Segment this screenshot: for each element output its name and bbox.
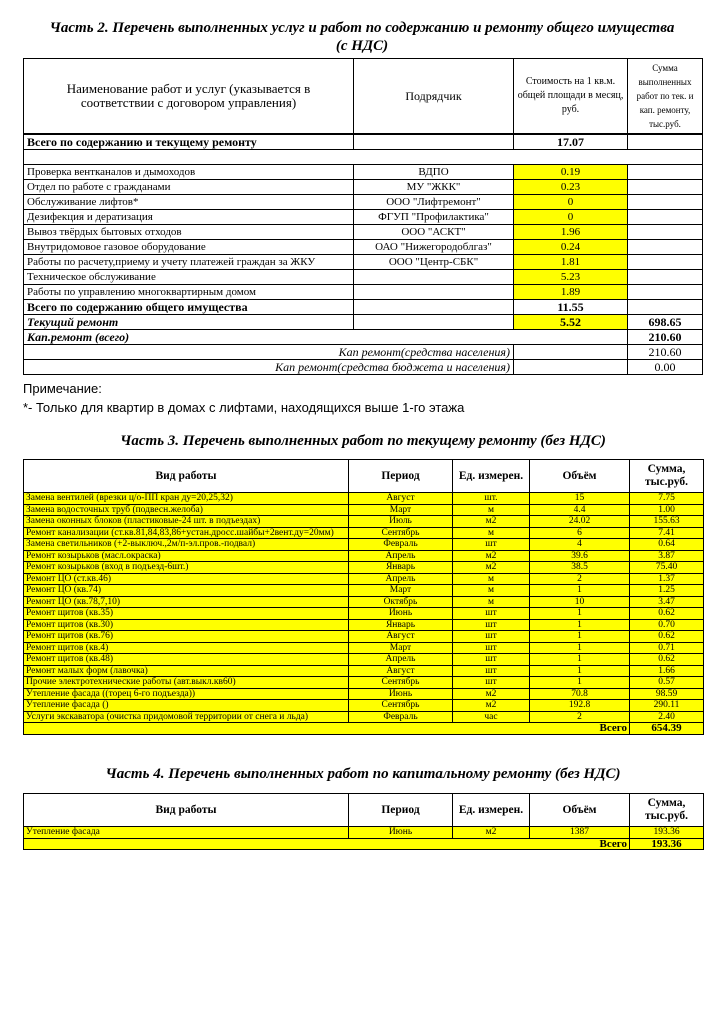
cell-period: Апрель bbox=[349, 550, 453, 562]
service-cost: 0 bbox=[514, 210, 628, 225]
service-cost: 1.89 bbox=[514, 285, 628, 300]
table-row bbox=[24, 631, 704, 643]
table-row bbox=[24, 608, 704, 620]
cell-unit: шт bbox=[453, 619, 530, 631]
total-maintenance-cost: 17.07 bbox=[514, 134, 628, 150]
cell-volume: 1 bbox=[530, 677, 630, 689]
table-row bbox=[24, 516, 704, 528]
table-row bbox=[24, 550, 704, 562]
part4-total-row bbox=[24, 838, 704, 850]
cell-work: Замена светильников (+2-выключ.,2м/п-эл.пров.-подвал) bbox=[24, 539, 349, 551]
cell-sum: 98.59 bbox=[630, 688, 704, 700]
cell-unit: шт bbox=[453, 608, 530, 620]
table-row bbox=[24, 562, 704, 574]
empty-cell bbox=[354, 315, 514, 330]
cell-volume: 39.6 bbox=[530, 550, 630, 562]
part2-service-rows bbox=[24, 165, 703, 300]
table-row bbox=[24, 573, 704, 585]
cell-unit: шт bbox=[453, 631, 530, 643]
table-row bbox=[24, 700, 704, 712]
cell-volume: 10 bbox=[530, 596, 630, 608]
service-row bbox=[24, 165, 703, 180]
cell-sum: 1.66 bbox=[630, 665, 704, 677]
part3-rows bbox=[24, 493, 704, 723]
cell-volume: 4.4 bbox=[530, 504, 630, 516]
cell-volume: 1 bbox=[530, 585, 630, 597]
cell-work: Ремонт канализации (ст.кв.81,84,83,86+устан.дросс.шайбы+2вент.ду=20мм) bbox=[24, 527, 349, 539]
cap-repair-label: Кап.ремонт (всего) bbox=[24, 330, 628, 345]
spacer-cell bbox=[24, 150, 703, 165]
empty-cell bbox=[628, 225, 703, 240]
header-contractor: Подрядчик bbox=[354, 59, 514, 135]
cell-period: Июнь bbox=[349, 608, 453, 620]
part3-header-unit: Ед. измерен. bbox=[453, 460, 530, 493]
part4-header-row bbox=[24, 794, 704, 827]
cell-work: Замена оконных блоков (пластиковые-24 шт. в подъездах) bbox=[24, 516, 349, 528]
cell-period: Июнь bbox=[349, 688, 453, 700]
cell-work: Ремонт ЦО (ст.кв.46) bbox=[24, 573, 349, 585]
cell-work: Ремонт щитов (кв.35) bbox=[24, 608, 349, 620]
cell-sum: 155.63 bbox=[630, 516, 704, 528]
cell-period: Февраль bbox=[349, 711, 453, 723]
cap-residents-sum: 210.60 bbox=[628, 345, 703, 360]
cap-budget-label: Кап ремонт(средства бюджета и населения) bbox=[24, 360, 514, 375]
cell-volume: 2 bbox=[530, 711, 630, 723]
header-name: Наименование работ и услуг (указывается в соответствии с договором управления) bbox=[24, 59, 354, 135]
header-sum: Сумма выполненных работ по тек. и кап. ремонту, тыс.руб. bbox=[628, 59, 703, 135]
cell-volume: 1 bbox=[530, 631, 630, 643]
service-cost: 0.23 bbox=[514, 180, 628, 195]
part3-header-work: Вид работы bbox=[24, 460, 349, 493]
service-cost: 5.23 bbox=[514, 270, 628, 285]
empty-cell bbox=[628, 240, 703, 255]
cell-sum: 1.00 bbox=[630, 504, 704, 516]
cell-volume: 1 bbox=[530, 608, 630, 620]
part3-total-sum: 654.39 bbox=[630, 723, 704, 735]
cell-sum: 75.40 bbox=[630, 562, 704, 574]
cap-budget-sum: 0.00 bbox=[628, 360, 703, 375]
service-name: Отдел по работе с гражданами bbox=[24, 180, 354, 195]
cell-period: Октябрь bbox=[349, 596, 453, 608]
service-cost: 1.81 bbox=[514, 255, 628, 270]
cell-volume: 1 bbox=[530, 665, 630, 677]
cell-unit: м bbox=[453, 504, 530, 516]
cell-work: Ремонт ЦО (кв.74) bbox=[24, 585, 349, 597]
cell-volume: 24.02 bbox=[530, 516, 630, 528]
service-contractor: МУ "ЖКК" bbox=[354, 180, 514, 195]
cell-sum: 0.62 bbox=[630, 608, 704, 620]
part3-header-period: Период bbox=[349, 460, 453, 493]
service-row bbox=[24, 240, 703, 255]
service-row bbox=[24, 225, 703, 240]
cell-sum: 1.25 bbox=[630, 585, 704, 597]
total-common-row bbox=[24, 300, 703, 315]
part3-header-sum: Сумма, тыс.руб. bbox=[630, 460, 704, 493]
cell-sum: 0.64 bbox=[630, 539, 704, 551]
part3-title: Часть 3. Перечень выполненных работ по текущему ремонту (без НДС) bbox=[120, 433, 606, 449]
cell-period: Сентябрь bbox=[349, 677, 453, 689]
cell-volume: 1 bbox=[530, 654, 630, 666]
part3-table bbox=[23, 459, 704, 735]
cell-work: Ремонт козырьков (масл.окраска) bbox=[24, 550, 349, 562]
cell-volume: 2 bbox=[530, 573, 630, 585]
service-contractor: ВДПО bbox=[354, 165, 514, 180]
table-row bbox=[24, 827, 704, 839]
part3-header-row bbox=[24, 460, 704, 493]
cell-sum: 0.62 bbox=[630, 631, 704, 643]
part4-rows bbox=[24, 827, 704, 839]
service-row bbox=[24, 180, 703, 195]
part3-total-label: Всего bbox=[24, 723, 630, 735]
table-row bbox=[24, 654, 704, 666]
cell-volume: 1 bbox=[530, 619, 630, 631]
cell-period: Март bbox=[349, 585, 453, 597]
current-repair-row bbox=[24, 315, 703, 330]
service-row bbox=[24, 210, 703, 225]
cap-repair-sum: 210.60 bbox=[628, 330, 703, 345]
empty-cell bbox=[628, 165, 703, 180]
empty-cell bbox=[628, 180, 703, 195]
cell-unit: м2 bbox=[453, 516, 530, 528]
cell-unit: м bbox=[453, 596, 530, 608]
service-name: Внутридомовое газовое оборудование bbox=[24, 240, 354, 255]
empty-cell bbox=[628, 134, 703, 150]
part2-title-line1: Часть 2. Перечень выполненных услуг и работ по содержанию и ремонту общего имущества bbox=[49, 20, 675, 36]
cell-period: Июль bbox=[349, 516, 453, 528]
current-repair-cost: 5.52 bbox=[514, 315, 628, 330]
table-row bbox=[24, 539, 704, 551]
cell-sum: 290.11 bbox=[630, 700, 704, 712]
cell-volume: 70.8 bbox=[530, 688, 630, 700]
service-contractor: ОАО "Нижегородоблгаз" bbox=[354, 240, 514, 255]
cell-unit: шт bbox=[453, 539, 530, 551]
cell-work: Прочие электротехнические работы (авт.выкл.кв60) bbox=[24, 677, 349, 689]
cell-work: Ремонт щитов (кв.48) bbox=[24, 654, 349, 666]
total-common-label: Всего по содержанию общего имущества bbox=[24, 300, 354, 315]
cell-period: Июнь bbox=[349, 827, 453, 839]
cell-unit: м bbox=[453, 573, 530, 585]
cell-period: Апрель bbox=[349, 654, 453, 666]
cell-sum: 3.47 bbox=[630, 596, 704, 608]
service-contractor: ООО "Центр-СБК" bbox=[354, 255, 514, 270]
cell-volume: 4 bbox=[530, 539, 630, 551]
service-name: Обслуживание лифтов* bbox=[24, 195, 354, 210]
service-contractor: ФГУП "Профилактика" bbox=[354, 210, 514, 225]
part2-table bbox=[23, 58, 703, 375]
table-row bbox=[24, 493, 704, 505]
cell-volume: 6 bbox=[530, 527, 630, 539]
service-row bbox=[24, 195, 703, 210]
service-name: Работы по расчету,приему и учету платежей граждан за ЖКУ bbox=[24, 255, 354, 270]
current-repair-label: Текущий ремонт bbox=[24, 315, 354, 330]
table-row bbox=[24, 585, 704, 597]
total-maintenance-row bbox=[24, 134, 703, 150]
cell-sum: 0.71 bbox=[630, 642, 704, 654]
empty-cell bbox=[628, 210, 703, 225]
service-row bbox=[24, 285, 703, 300]
cell-period: Сентябрь bbox=[349, 527, 453, 539]
cell-unit: м2 bbox=[453, 550, 530, 562]
cell-unit: м2 bbox=[453, 700, 530, 712]
cell-work: Замена вентилей (врезки ц/о-ПП кран ду=20,25,32) bbox=[24, 493, 349, 505]
service-cost: 1.96 bbox=[514, 225, 628, 240]
cell-work: Ремонт ЦО (кв.78,7,10) bbox=[24, 596, 349, 608]
service-row bbox=[24, 270, 703, 285]
cell-sum: 193.36 bbox=[630, 827, 704, 839]
cell-work: Утепление фасада bbox=[24, 827, 349, 839]
cell-volume: 15 bbox=[530, 493, 630, 505]
part4-header-volume: Объём bbox=[530, 794, 630, 827]
cell-volume: 192.8 bbox=[530, 700, 630, 712]
cell-unit: шт. bbox=[453, 493, 530, 505]
service-name: Техническое обслуживание bbox=[24, 270, 354, 285]
part4-total-label: Всего bbox=[24, 838, 630, 850]
cell-period: Январь bbox=[349, 562, 453, 574]
service-cost: 0.24 bbox=[514, 240, 628, 255]
service-name: Дезифекция и дератизация bbox=[24, 210, 354, 225]
spacer-row bbox=[24, 150, 703, 165]
cap-repair-row bbox=[24, 330, 703, 345]
service-name: Проверка вентканалов и дымоходов bbox=[24, 165, 354, 180]
cap-residents-row bbox=[24, 345, 703, 360]
table-row bbox=[24, 504, 704, 516]
part4-table bbox=[23, 793, 704, 850]
total-common-cost: 11.55 bbox=[514, 300, 628, 315]
note-title: Примечание: bbox=[23, 381, 102, 396]
cell-work: Ремонт козырьков (вход в подъезд-6шт.) bbox=[24, 562, 349, 574]
cell-unit: час bbox=[453, 711, 530, 723]
cell-sum: 0.62 bbox=[630, 654, 704, 666]
part4-header-work: Вид работы bbox=[24, 794, 349, 827]
cell-volume: 1 bbox=[530, 642, 630, 654]
cell-unit: м bbox=[453, 527, 530, 539]
cell-unit: м bbox=[453, 585, 530, 597]
cell-sum: 1.37 bbox=[630, 573, 704, 585]
cell-period: Август bbox=[349, 665, 453, 677]
header-cost: Стоимость на 1 кв.м. общей площади в месяц, руб. bbox=[514, 59, 628, 135]
part4-total-sum: 193.36 bbox=[630, 838, 704, 850]
current-repair-sum: 698.65 bbox=[628, 315, 703, 330]
cell-period: Февраль bbox=[349, 539, 453, 551]
cell-sum: 0.70 bbox=[630, 619, 704, 631]
cell-sum: 2.40 bbox=[630, 711, 704, 723]
table-row bbox=[24, 642, 704, 654]
cell-unit: шт bbox=[453, 642, 530, 654]
empty-cell bbox=[628, 270, 703, 285]
empty-cell bbox=[628, 195, 703, 210]
part2-title bbox=[15, 19, 709, 55]
table-row bbox=[24, 527, 704, 539]
cell-unit: шт bbox=[453, 665, 530, 677]
cap-budget-row bbox=[24, 360, 703, 375]
cell-sum: 7.41 bbox=[630, 527, 704, 539]
empty-cell bbox=[514, 345, 628, 360]
part4-title: Часть 4. Перечень выполненных работ по капитальному ремонту (без НДС) bbox=[105, 766, 621, 782]
cell-volume: 38.5 bbox=[530, 562, 630, 574]
cell-period: Март bbox=[349, 642, 453, 654]
table-row bbox=[24, 677, 704, 689]
cell-work: Замена водосточных труб (подвесн.желоба) bbox=[24, 504, 349, 516]
part3-total-row bbox=[24, 723, 704, 735]
cell-sum: 3.87 bbox=[630, 550, 704, 562]
total-maintenance-label: Всего по содержанию и текущему ремонту bbox=[24, 134, 354, 150]
cell-unit: шт bbox=[453, 677, 530, 689]
part4-header-unit: Ед. измерен. bbox=[453, 794, 530, 827]
empty-cell bbox=[354, 134, 514, 150]
cell-period: Апрель bbox=[349, 573, 453, 585]
cell-unit: шт bbox=[453, 654, 530, 666]
cell-work: Утепление фасада ((торец 6-го подъезда)) bbox=[24, 688, 349, 700]
part4-header-sum: Сумма, тыс.руб. bbox=[630, 794, 704, 827]
table-row bbox=[24, 711, 704, 723]
cell-work: Ремонт щитов (кв.76) bbox=[24, 631, 349, 643]
service-contractor bbox=[354, 285, 514, 300]
service-row bbox=[24, 255, 703, 270]
cell-work: Ремонт щитов (кв.30) bbox=[24, 619, 349, 631]
cell-period: Август bbox=[349, 631, 453, 643]
cell-period: Январь bbox=[349, 619, 453, 631]
part2-title-line2: (с НДС) bbox=[335, 38, 389, 54]
cell-work: Ремонт щитов (кв.4) bbox=[24, 642, 349, 654]
part3-header-volume: Объём bbox=[530, 460, 630, 493]
table-row bbox=[24, 688, 704, 700]
cell-work: Услуги экскаватора (очистка придомовой территории от снега и льда) bbox=[24, 711, 349, 723]
empty-cell bbox=[628, 255, 703, 270]
cell-unit: м2 bbox=[453, 827, 530, 839]
cell-period: Сентябрь bbox=[349, 700, 453, 712]
table-row bbox=[24, 665, 704, 677]
part4-header-period: Период bbox=[349, 794, 453, 827]
service-name: Работы по управлению многоквартирным домом bbox=[24, 285, 354, 300]
empty-cell bbox=[628, 300, 703, 315]
cell-work: Утепление фасада () bbox=[24, 700, 349, 712]
cell-work: Ремонт малых форм (лавочка) bbox=[24, 665, 349, 677]
table-row bbox=[24, 596, 704, 608]
table-row bbox=[24, 619, 704, 631]
cap-residents-label: Кап ремонт(средства населения) bbox=[24, 345, 514, 360]
service-contractor: ООО "Лифтремонт" bbox=[354, 195, 514, 210]
cell-period: Август bbox=[349, 493, 453, 505]
empty-cell bbox=[354, 300, 514, 315]
empty-cell bbox=[628, 285, 703, 300]
empty-cell bbox=[514, 360, 628, 375]
service-contractor: ООО "АСКТ" bbox=[354, 225, 514, 240]
service-contractor bbox=[354, 270, 514, 285]
cell-volume: 1387 bbox=[530, 827, 630, 839]
cell-sum: 0.57 bbox=[630, 677, 704, 689]
service-cost: 0.19 bbox=[514, 165, 628, 180]
cell-sum: 7.75 bbox=[630, 493, 704, 505]
cell-unit: м2 bbox=[453, 688, 530, 700]
cell-period: Март bbox=[349, 504, 453, 516]
service-name: Вывоз твёрдых бытовых отходов bbox=[24, 225, 354, 240]
service-cost: 0 bbox=[514, 195, 628, 210]
cell-unit: м2 bbox=[453, 562, 530, 574]
part2-header-row bbox=[24, 59, 703, 135]
note-text: *- Только для квартир в домах с лифтами, находящихся выше 1-го этажа bbox=[23, 400, 465, 415]
